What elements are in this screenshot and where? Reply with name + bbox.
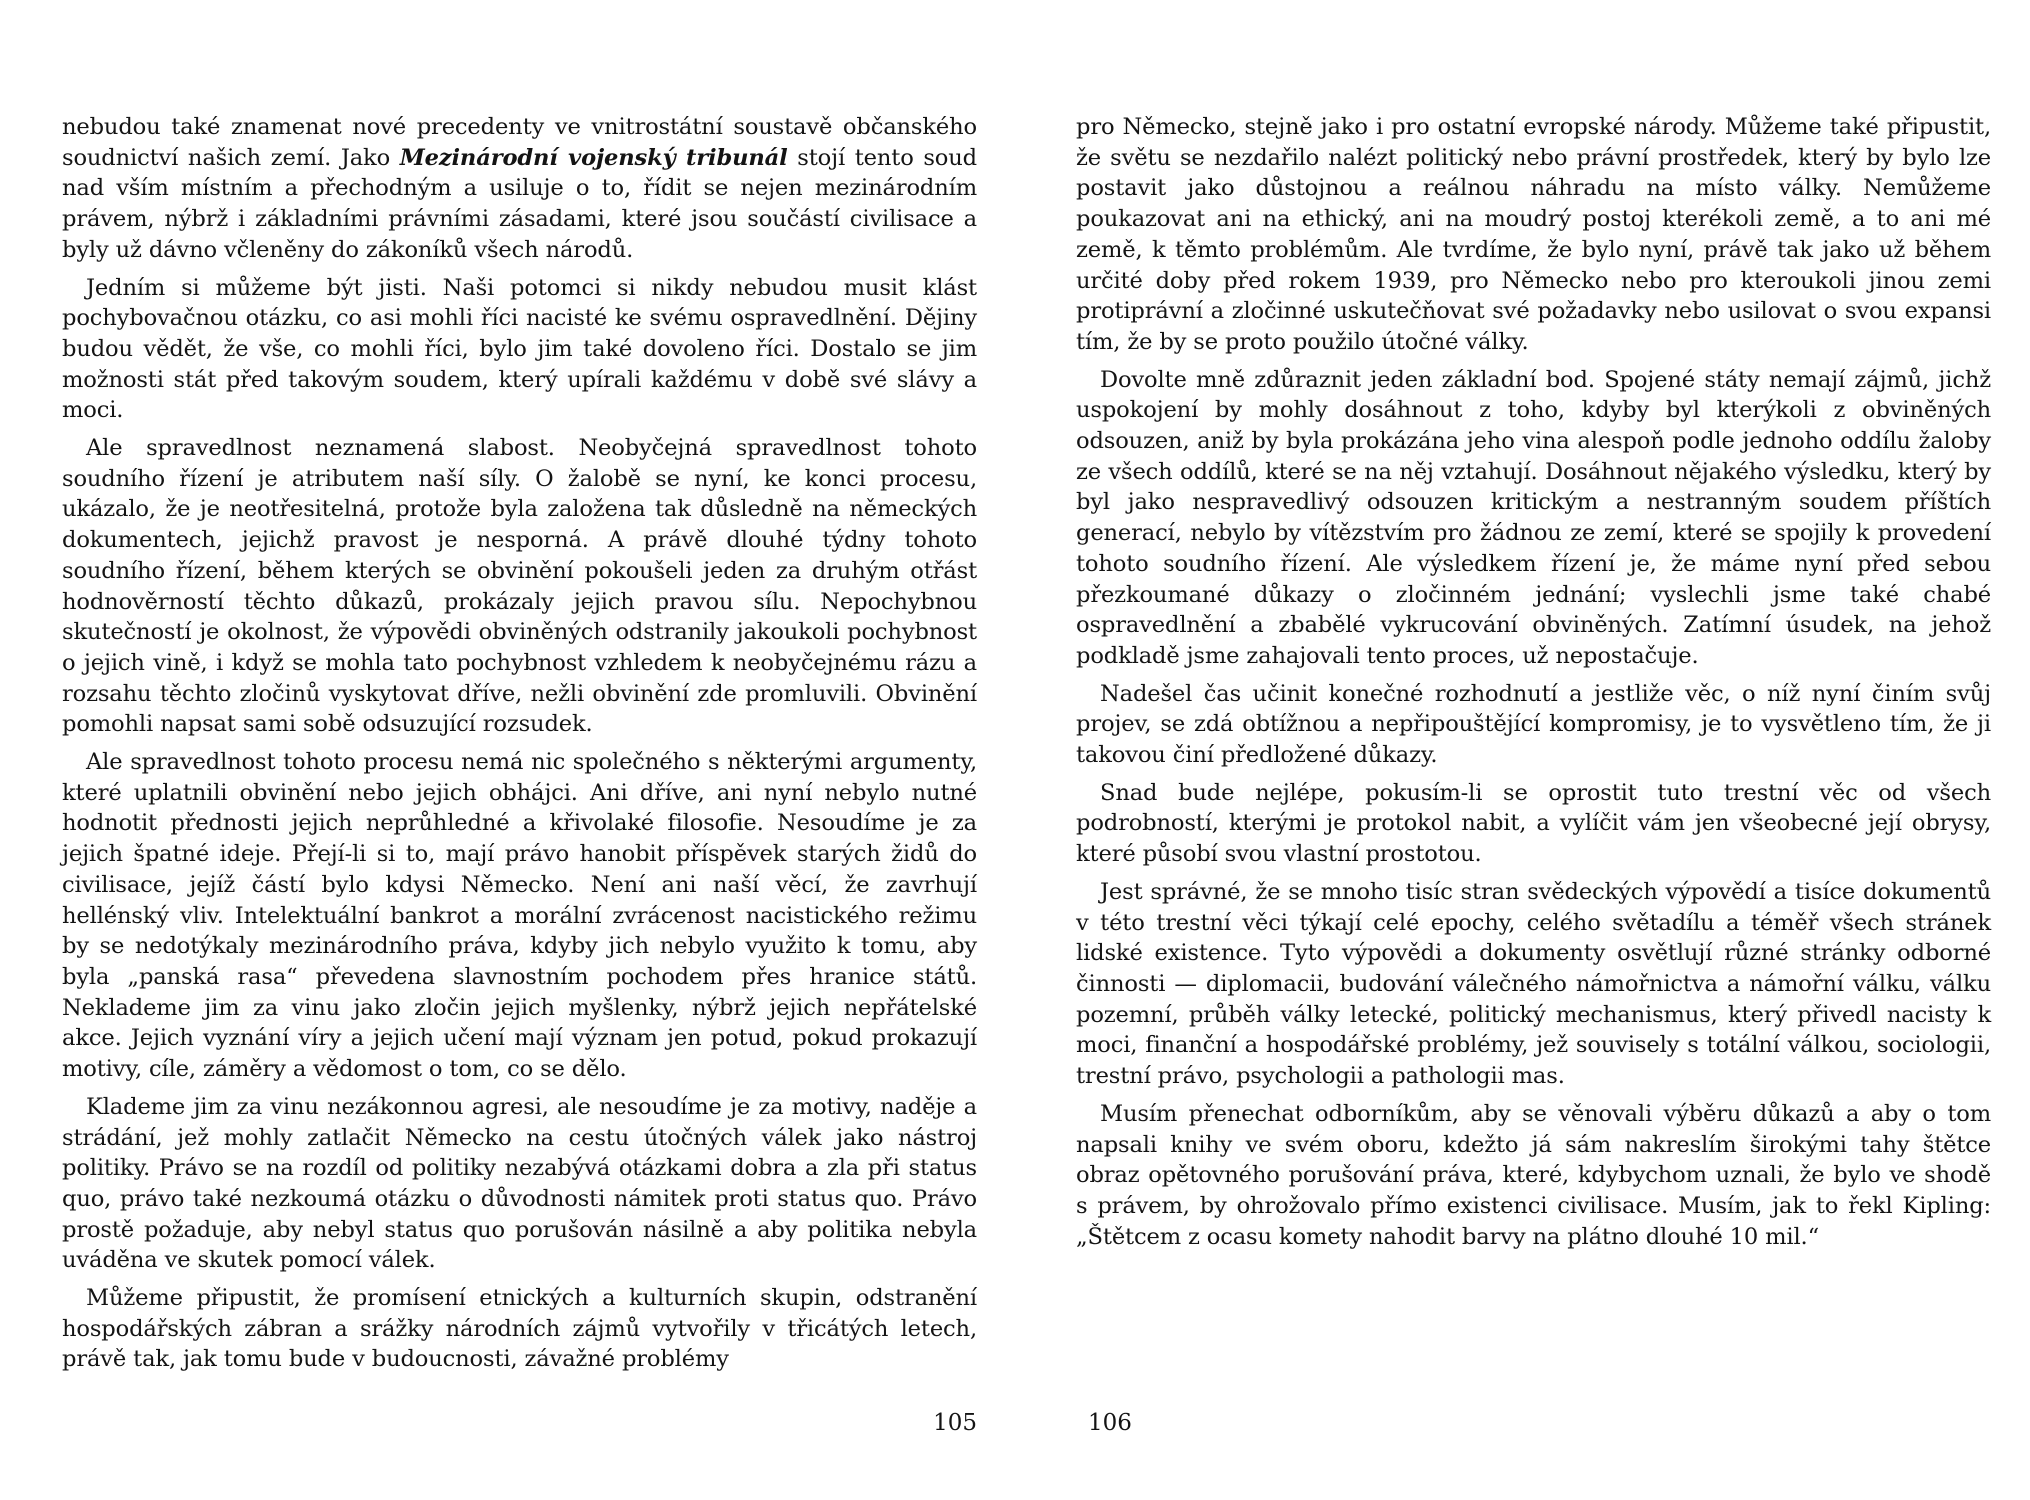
paragraph: Jest správné, že se mnoho tisíc stran svědeckých výpovědí a tisíce dokumentů v této trestní věci týkají celé epochy, celého světadílu a téměř všech stránek lidské existence. Tyto výpovědi a dokumenty osvětlují různé stránky odborné činnosti — diplomacii, budování válečného námořnictva a námořní válku, válku pozemní, průběh války letecké, politický mechanismus, který přivedl nacisty k moci, finanční a hospodářské problémy, jež souvisely s totální válkou, sociologii, trestní právo, psychologii a pathologii mas. bbox=[1076, 878, 1991, 1090]
emphasis-text: Mezinárodní vojenský tribunál bbox=[399, 144, 788, 171]
paragraph: Ale spravedlnost neznamená slabost. Neobyčejná spravedlnost tohoto soudního řízení je atributem naší síly. O žalobě se nyní, ke konci procesu, ukázalo, že je neotřesitelná, protože byla založena tak důsledně na německých dokumentech, jejichž pravost je nesporná. A právě dlouhé týdny tohoto soudního řízení, během kterých se obvinění pokoušeli jeden za druhým otřást hodnověrností těchto důkazů, prokázaly jejich pravou sílu. Nepochybnou skutečností je okolnost, že výpovědi obviněných odstranily jakoukoli pochybnost o jejich vině, i když se mohla tato pochybnost vzhledem k neobyčejnému rázu a rozsahu těchto zločinů vyskytovat dříve, nežli obvinění zde promluvili. Obvinění pomohli napsat sami sobě odsuzující rozsudek. bbox=[62, 435, 977, 738]
page-number: 106 bbox=[1088, 1410, 1132, 1436]
paragraph-text: nebudou také znamenat nové precedenty ve vnitrostátní soustavě občanského soudnictví našich zemí. Jako bbox=[62, 114, 977, 171]
paragraph-text: stojí tento soud nad vším místním a přechodným a usiluje o to, řídit se nejen mezinárodním právem, nýbrž i základními právními zásadami, které jsou součástí civilisace a byly už dávno včleněny do zákoníků všech národů. bbox=[62, 144, 977, 263]
paragraph: Musím přenechat odborníkům, aby se věnovali výběru důkazů a aby o tom napsali knihy ve svém oboru, kdežto já sám nakreslím širokými tahy štětce obraz opětovného porušování práva, které, kdybychom uznali, že bylo ve shodě s právem, by ohrožovalo přímo existenci civilisace. Musím, jak to řekl Kipling: „Štětcem z ocasu komety nahodit barvy na plátno dlouhé 10 mil.“ bbox=[1076, 1100, 1991, 1250]
paragraph: Snad bude nejlépe, pokusím-li se oprostit tuto trestní věc od všech podrobností, kterými je protokol nabit, a vylíčit vám jen všeobecné její obrysy, které působí svou vlastní prostotou. bbox=[1076, 779, 1991, 868]
paragraph: Ale spravedlnost tohoto procesu nemá nic společného s některými argumenty, které uplatnili obvinění nebo jejich obhájci. Ani dříve, ani nyní nebylo nutné hodnotit přednosti jejich neprůhledné a křivolaké filosofie. Nesoudíme je za jejich špatné ideje. Přejí-li si to, mají právo hanobit příspěvek starých židů do civilisace, jejíž částí bylo kdysi Německo. Není ani naší věcí, že zavrhují hellénský vliv. Intelektuální bankrot a morální zvrácenost nacistického režimu by se nedotýkaly mezinárodního práva, kdyby jich nebylo využito k tomu, aby byla „panská rasa“ převedena slavnostním pochodem přes hranice států. Neklademe jim za vinu jako zločin jejich myšlenky, nýbrž jejich nepřátelské akce. Jejich vyznání víry a jejich učení mají význam jen potud, pokud prokazují motivy, cíle, záměry a vědomost o tom, co se dělo. bbox=[62, 749, 977, 1083]
paragraph: Dovolte mně zdůraznit jeden základní bod. Spojené státy nemají zájmů, jichž uspokojení by mohly dosáhnout z toho, kdyby byl kterýkoli z obviněných odsouzen, aniž by byla prokázána jeho vina alespoň podle jednoho oddílu žaloby ze všech oddílů, které se na něj vztahují. Dosáhnout nějakého výsledku, který by byl jako nespravedlivý odsouzen kritickým a nestranným soudem příštích generací, nebylo by vítězstvím pro žádnou ze zemí, které se spojily k provedení tohoto soudního řízení. Ale výsledkem řízení je, že máme nyní před sebou přezkoumané důkazy o zločinném jednání; vyslechli jsme také chabé ospravedlnění a zbabělé vykrucování obviněných. Zatímní úsudek, na jehož podkladě jsme zahajovali tento proces, už nepostačuje. bbox=[1076, 366, 1991, 669]
page-number: 105 bbox=[933, 1410, 977, 1436]
paragraph: Nadešel čas učinit konečné rozhodnutí a jestliže věc, o níž nyní činím svůj projev, se zdá obtížnou a nepřipouštějící kompromisy, je to vysvětleno tím, že ji takovou činí předložené důkazy. bbox=[1076, 680, 1991, 769]
paragraph: pro Německo, stejně jako i pro ostatní evropské národy. Můžeme také připustit, že světu se nezdařilo nalézt politický nebo právní prostředek, který by bylo lze postavit jako důstojnou a reálnou náhradu na místo války. Nemůžeme poukazovat ani na ethický, ani na moudrý postoj kterékoli země, a to ani mé země, k těmto problémům. Ale tvrdíme, že bylo nyní, právě tak jako už během určité doby před rokem 1939, pro Německo nebo pro kteroukoli jinou zemi protiprávní a zločinné uskutečňovat své požadavky nebo usilovat o svou expansi tím, že by se proto použilo útočné války. bbox=[1076, 114, 1991, 355]
paragraph bbox=[62, 112, 977, 266]
paragraph: Můžeme připustit, že promísení etnických a kulturních skupin, odstranění hospodářských zábran a srážky národních zájmů vytvořily v třicátých letech, právě tak, jak tomu bude v budoucnosti, závažné problémy bbox=[62, 1285, 977, 1373]
paragraph: Klademe jim za vinu nezákonnou agresi, ale nesoudíme je za motivy, naděje a strádání, jež mohly zatlačit Německo na cestu útočných válek jako nástroj politiky. Právo se na rozdíl od politiky nezabývá otázkami dobra a zla při status quo, právo také nezkoumá otázku o důvodnosti námitek proti status quo. Právo prostě požaduje, aby nebyl status quo porušován násilně a aby politika nebyla uváděna ve skutek pomocí válek. bbox=[62, 1093, 977, 1274]
left-page bbox=[62, 112, 977, 1442]
right-page bbox=[1076, 112, 1991, 1442]
paragraph: Jedním si můžeme být jisti. Naši potomci si nikdy nebudou musit klást pochybovačnou otázku, co asi mohli říci nacisté ke svému ospravedlnění. Dějiny budou vědět, že vše, co mohli říci, bylo jim také dovoleno říci. Dostalo se jim možnosti stát před takovým soudem, který upírali každému v době své slávy a moci. bbox=[62, 274, 977, 424]
